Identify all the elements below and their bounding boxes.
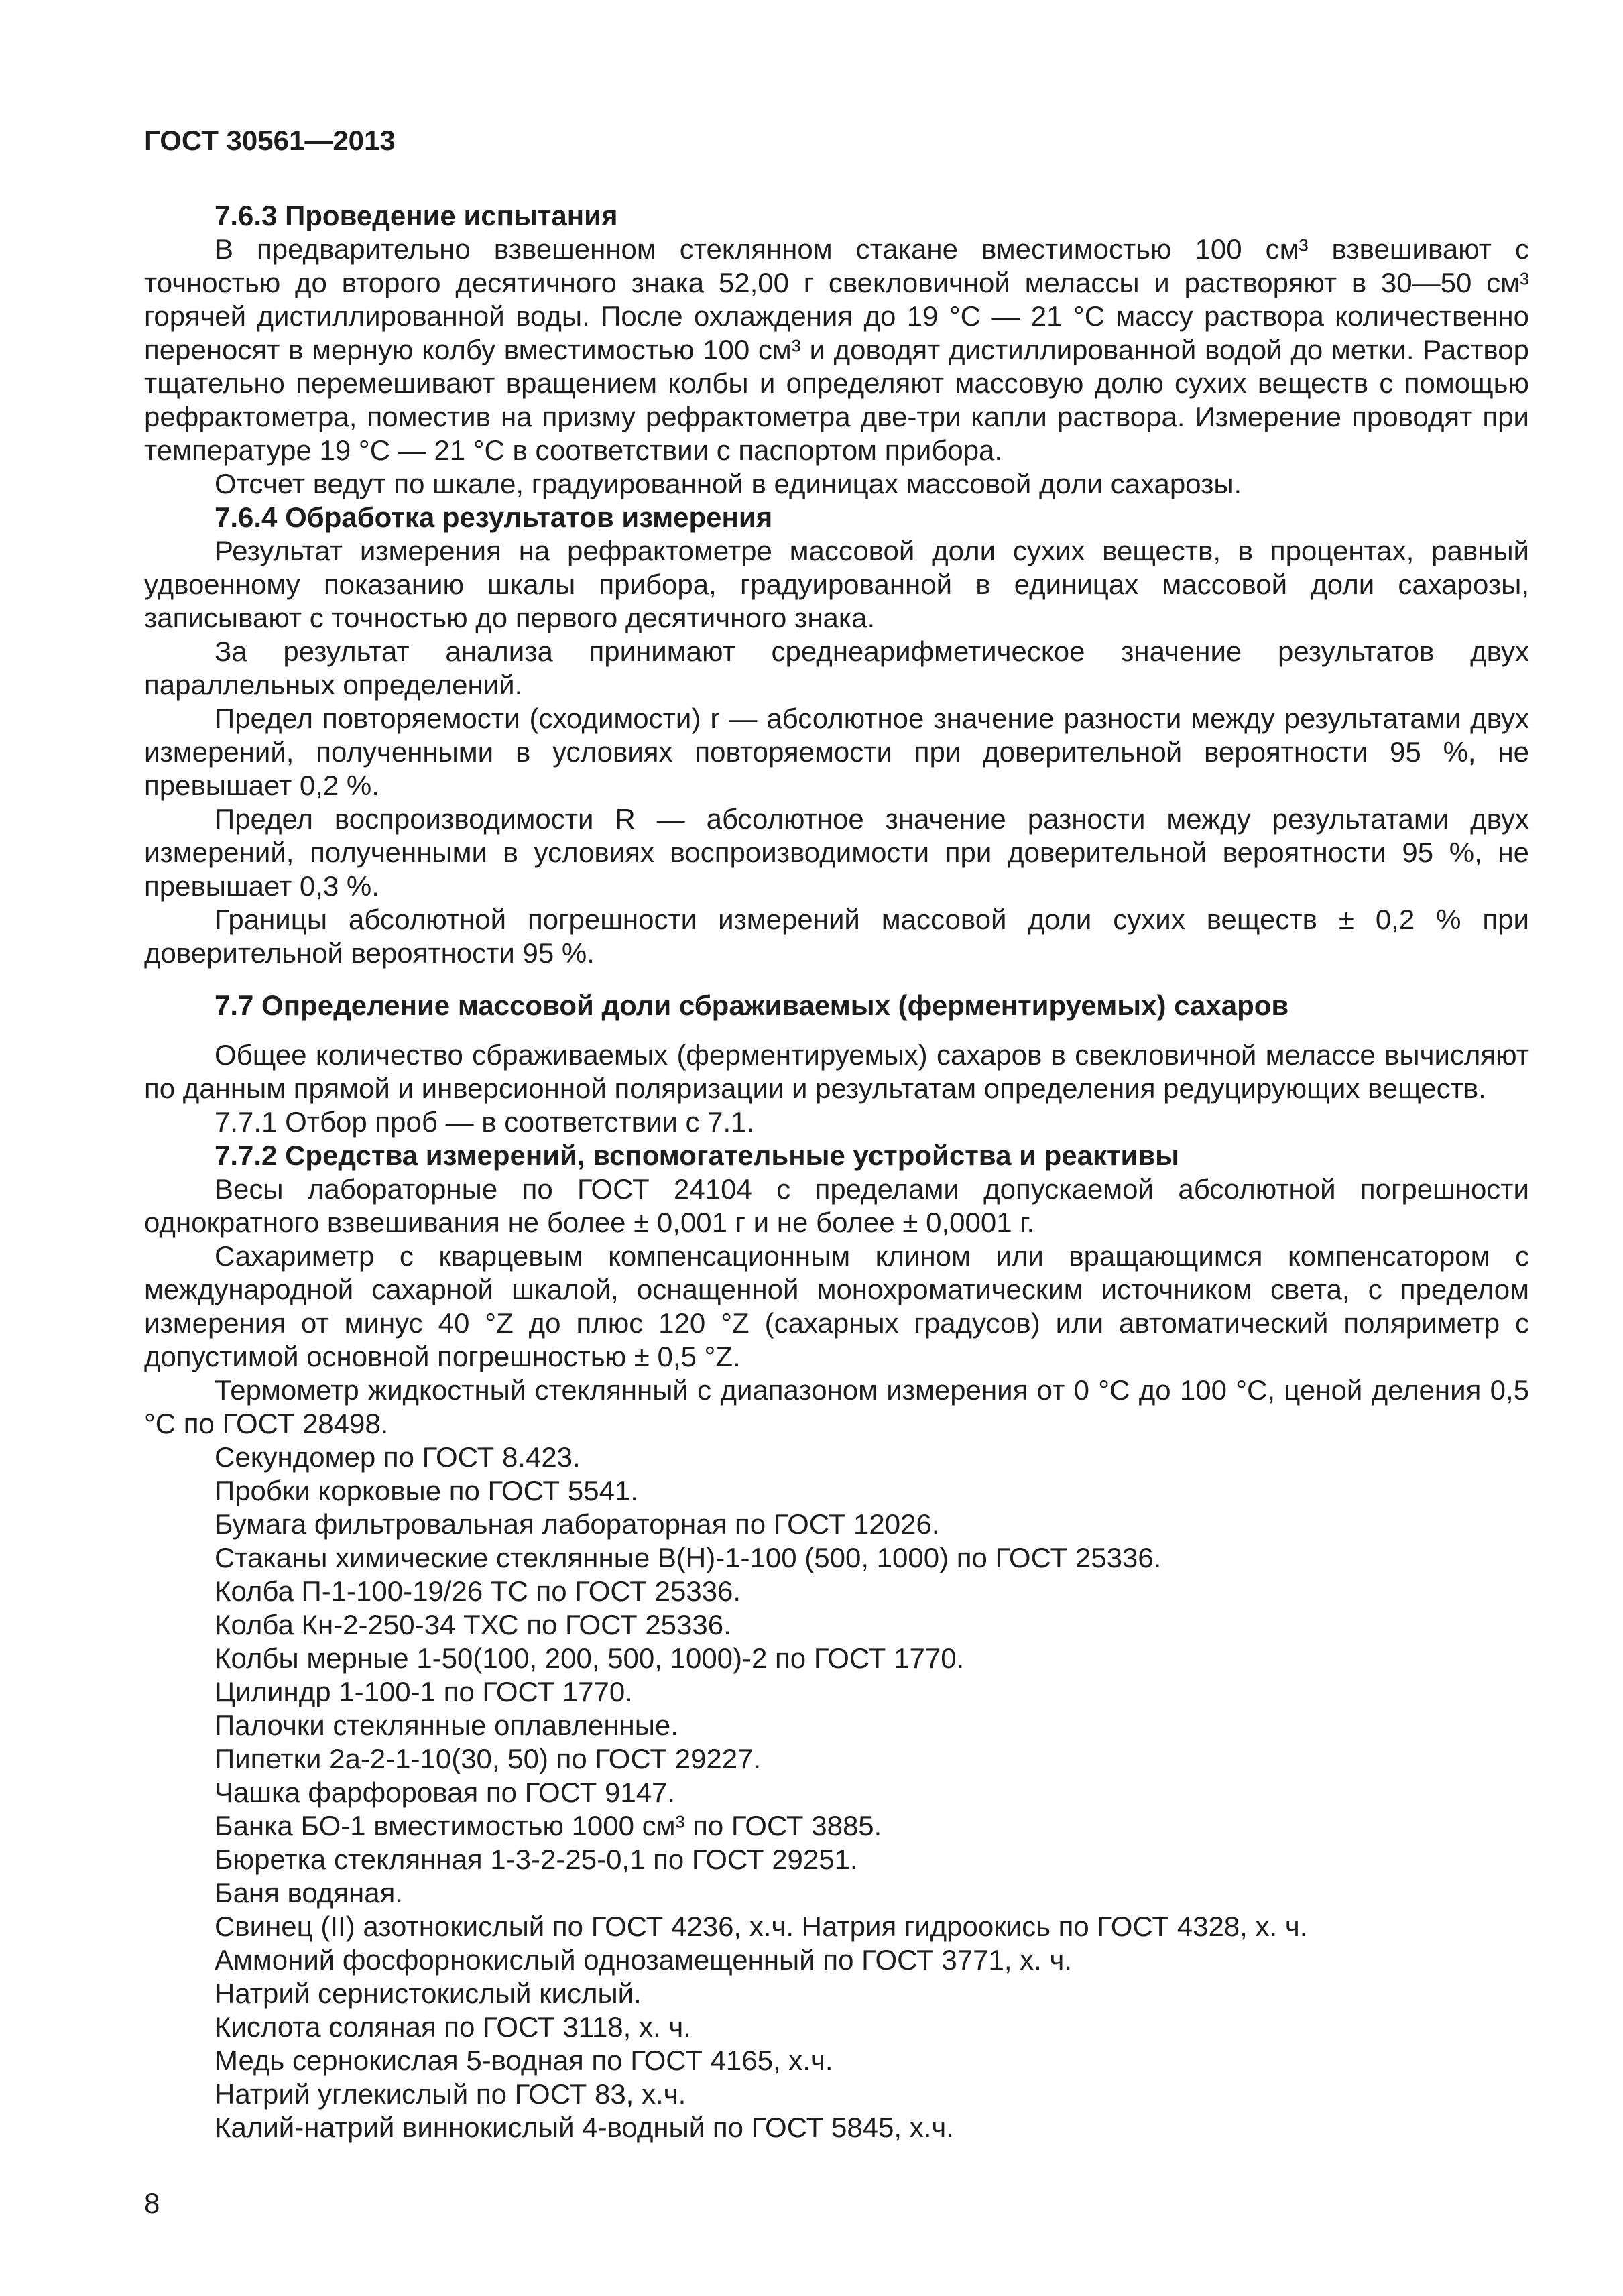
paragraph: В предварительно взвешенном стеклянном стакане вместимостью 100 см³ взвешивают с точностью до второго десятичного знака 52,00 г свекловичной мелассы и растворяют в 30—50 см³ горячей дистиллированной воды. После охлаждения до 19 °С — 21 °С массу раствора количественно переносят в мерную колбу вместимостью 100 см³ и доводят дистиллированной водой до метки. Раствор тщательно перемешивают вращением колбы и определяют массовую долю сухих веществ с помощью рефрактометра, поместив на призму рефрактометра две-три капли раствора. Измерение проводят при температуре 19 °С — 21 °С в соответствии с паспортом прибора. (144, 233, 1529, 466)
paragraph: Аммоний фосфорнокислый однозамещенный по ГОСТ 3771, х. ч. (215, 1944, 1073, 1976)
section-title: 7.7 Определение массовой доли сбраживаемых (ферментируемых) сахаров (215, 989, 1289, 1021)
paragraph: Бумага фильтровальная лабораторная по ГОСТ 12026. (215, 1508, 940, 1540)
paragraph: Предел воспроизводимости R — абсолютное значение разности между результатами двух измерений, полученными в условиях воспроизводимости при доверительной вероятности 95 %, не превышает 0,3 %. (144, 803, 1529, 902)
paragraph: Весы лабораторные по ГОСТ 24104 с пределами допускаемой абсолютной погрешности однократного взвешивания не более ± 0,001 г и не более ± 0,0001 г. (144, 1173, 1529, 1238)
paragraph: Пипетки 2а-2-1-10(30, 50) по ГОСТ 29227. (215, 1743, 762, 1774)
paragraph: Банка БО-1 вместимостью 1000 см³ по ГОСТ 3885. (215, 1810, 882, 1841)
section-title: 7.7.2 Средства измерений, вспомогательные устройства и реактивы (215, 1140, 1180, 1171)
paragraph: Чашка фарфоровая по ГОСТ 9147. (215, 1776, 676, 1808)
paragraph: Бюретка стеклянная 1-3-2-25-0,1 по ГОСТ 29251. (215, 1844, 858, 1875)
paragraph: Калий-натрий виннокислый 4-водный по ГОСТ 5845, х.ч. (215, 2112, 954, 2143)
section-title: 7.6.3 Проведение испытания (215, 200, 618, 231)
paragraph: Цилиндр 1-100-1 по ГОСТ 1770. (215, 1676, 633, 1707)
paragraph: Натрий сернистокислый кислый. (215, 1978, 642, 2009)
paragraph: Отсчет ведут по шкале, градуированной в единицах массовой доли сахарозы. (215, 468, 1242, 499)
paragraph: Кислота соляная по ГОСТ 3118, х. ч. (215, 2011, 691, 2043)
paragraph: Секундомер по ГОСТ 8.423. (215, 1441, 581, 1473)
paragraph: Термометр жидкостный стеклянный с диапазоном измерения от 0 °С до 100 °С, ценой деления 0,5 °С по ГОСТ 28498. (144, 1374, 1529, 1439)
paragraph: Общее количество сбраживаемых (ферментируемых) сахаров в свекловичной мелассе вычисляют по данным прямой и инверсионной поляризации и результатам определения редуцирующих веществ. (144, 1039, 1529, 1104)
paragraph: Натрий углекислый по ГОСТ 83, х.ч. (215, 2078, 686, 2110)
paragraph: Свинец (II) азотнокислый по ГОСТ 4236, х.ч. Натрия гидроокись по ГОСТ 4328, х. ч. (215, 1911, 1308, 1942)
document-content (144, 199, 1529, 2144)
paragraph: Результат измерения на рефрактометре массовой доли сухих веществ, в процентах, равный удвоенному показанию шкалы прибора, градуированной в единицах массовой доли сахарозы, записывают с точностью до первого десятичного знака. (144, 535, 1529, 633)
document-standard-number: ГОСТ 30561—2013 (144, 125, 396, 156)
paragraph: Стаканы химические стеклянные В(Н)-1-100 (500, 1000) по ГОСТ 25336. (215, 1542, 1162, 1573)
paragraph: Колба Кн-2-250-34 ТХС по ГОСТ 25336. (215, 1609, 731, 1640)
paragraph: Колба П-1-100-19/26 ТС по ГОСТ 25336. (215, 1575, 741, 1607)
section-title: 7.6.4 Обработка результатов измерения (215, 501, 773, 533)
paragraph: Сахариметр с кварцевым компенсационным клином или вращающимся компенсатором с международной сахарной шкалой, оснащенной монохроматическим источником света, с пределом измерения от минус 40 °Z до плюс 120 °Z (сахарных градусов) или автоматический поляриметр с допустимой основной погрешностью ± 0,5 °Z. (144, 1240, 1529, 1372)
page-number: 8 (144, 2187, 160, 2219)
paragraph: Пробки корковые по ГОСТ 5541. (215, 1475, 638, 1506)
paragraph: Границы абсолютной погрешности измерений массовой доли сухих веществ ± 0,2 % при доверительной вероятности 95 %. (144, 904, 1529, 969)
paragraph: Палочки стеклянные оплавленные. (215, 1709, 678, 1741)
paragraph: Колбы мерные 1-50(100, 200, 500, 1000)-2 по ГОСТ 1770. (215, 1642, 965, 1674)
paragraph: За результат анализа принимают среднеарифметическое значение результатов двух параллельных определений. (144, 636, 1529, 701)
paragraph: 7.7.1 Отбор проб — в соответствии с 7.1. (215, 1106, 755, 1138)
paragraph: Предел повторяемости (сходимости) r — абсолютное значение разности между результатами двух измерений, полученными в условиях повторяемости при доверительной вероятности 95 %, не превышает 0,2 %. (144, 703, 1529, 801)
paragraph: Баня водяная. (215, 1877, 404, 1909)
paragraph: Медь сернокислая 5-водная по ГОСТ 4165, х.ч. (215, 2045, 833, 2076)
